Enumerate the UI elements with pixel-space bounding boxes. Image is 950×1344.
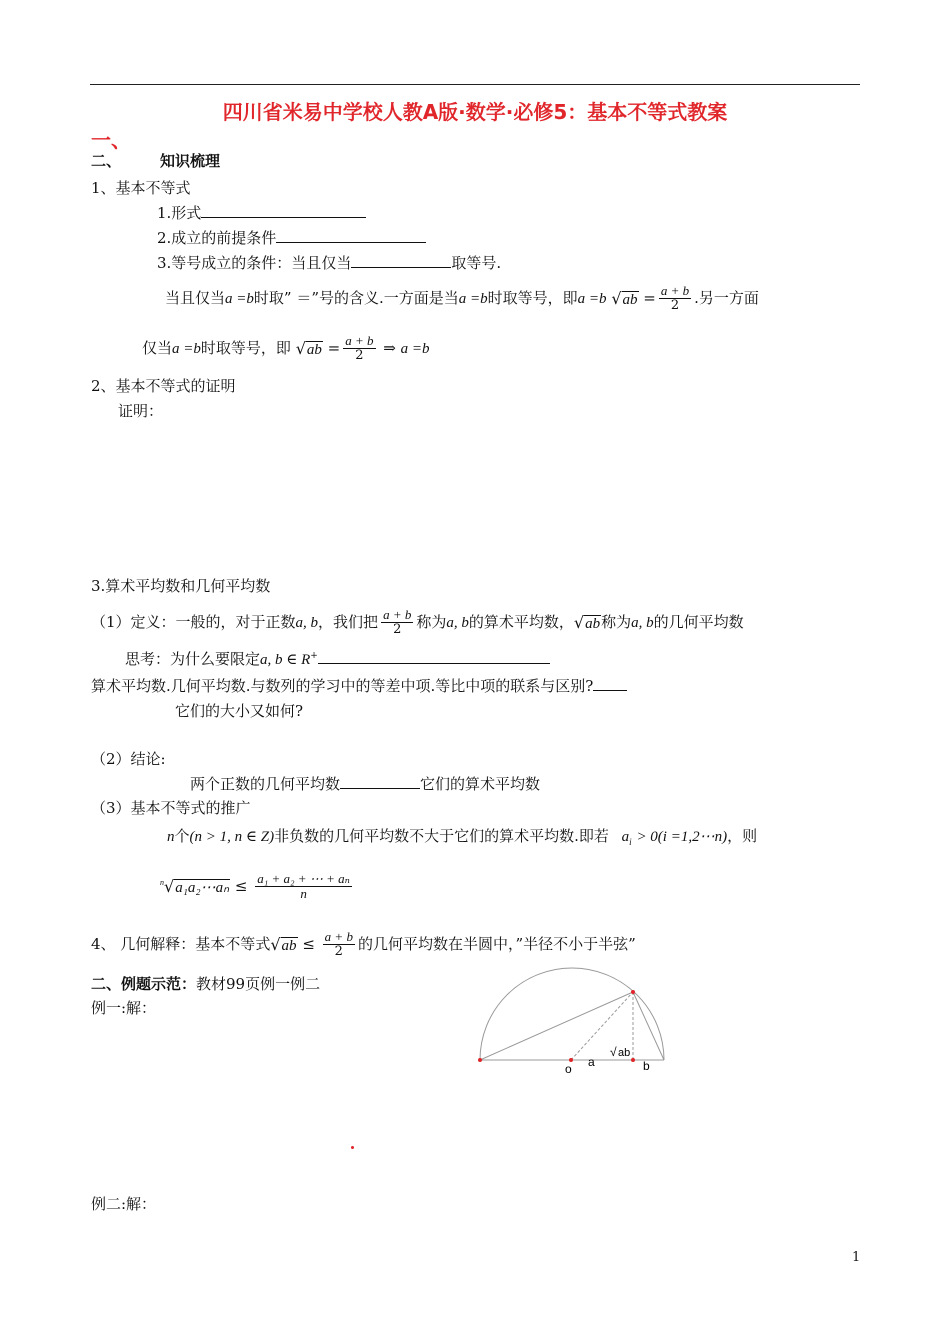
page-title: 四川省米易中学校人教A版·数学·必修5：基本不等式教案	[222, 100, 728, 124]
think-line-2: 算术平均数.几何平均数.与数列的学习中的等差中项.等比中项的联系与区别?	[91, 675, 627, 696]
item-3-heading: 3.算术平均数和几何平均数	[91, 577, 271, 595]
generalization-formula: $^n$√a₁a₂⋯aₙ ≤ $\frac{\text{a₁ + a₂ + ⋯ + aₙ}}{n}$	[160, 871, 350, 902]
chord-right	[633, 992, 664, 1060]
equality-line-2: 仅当a =b时取等号，即 √ab = $\frac{a + b}{2}$ ⇒ a =b	[142, 333, 430, 364]
item-1-2: 2.成立的前提条件	[157, 227, 426, 248]
semicircle-figure	[470, 955, 670, 1075]
radical-sign: √	[610, 1045, 617, 1059]
item-1-heading: 1、基本不等式	[91, 179, 191, 197]
conclusion-heading: （2）结论:	[91, 750, 166, 768]
point-top	[631, 990, 635, 994]
equality-line-1: 当且仅当a =b时取” ＝”号的含义.一方面是当a =b时取等号，即a =b √ab = $\frac{a + b}{2}$ .另一方面	[165, 283, 759, 314]
item-4-line: 4、 几何解释：基本不等式√ab ≤ $\frac{a + b}{2}$ 的几何平均数在半圆中，”半径不小于半弦”	[91, 929, 636, 960]
section-two-title: 知识梳理	[160, 152, 221, 170]
item-1-3: 3.等号成立的条件：当且仅当 取等号.	[157, 254, 502, 272]
examples-heading: 二、例题示范：教材99页例一例二	[91, 975, 321, 993]
proof-label: 证明：	[118, 402, 164, 420]
example-2: 例二:解：	[91, 1195, 157, 1213]
label-b: b	[643, 1059, 650, 1073]
think-line-1: 思考：为什么要限定a, b ∈ R+	[125, 648, 550, 669]
page-number: 1	[852, 1250, 861, 1265]
item-1-1: 1.形式	[157, 202, 366, 223]
header-rule	[90, 84, 860, 85]
semicircle-arc	[480, 968, 664, 1060]
section-two-number: 二、	[91, 152, 122, 170]
generalization-heading: （3）基本不等式的推广	[91, 799, 251, 817]
point-foot	[631, 1058, 635, 1062]
definition-line: （1）定义：一般的，对于正数a, b，我们把 $\frac{a + b}{2}$ 称为a, b的算术平均数，√ab称为a, b的几何平均数	[91, 607, 744, 638]
heading-one: 一、	[91, 128, 131, 152]
example-1: 例一:解：	[91, 999, 157, 1017]
think-line-3: 它们的大小又如何?	[175, 702, 304, 720]
conclusion-line: 两个正数的几何平均数 它们的算术平均数	[190, 775, 541, 793]
stray-mark	[351, 1146, 354, 1149]
label-sqrt-ab: ab	[618, 1047, 631, 1059]
label-a: a	[588, 1055, 595, 1069]
item-2-heading: 2、基本不等式的证明	[91, 377, 236, 395]
generalization-line: n个(n > 1, n ∈ Z)非负数的几何平均数不大于它们的算术平均数.即若 $a_i > 0(i$ =1,2⋯n)，则	[167, 827, 758, 847]
point-left	[478, 1058, 482, 1062]
label-o: o	[565, 1062, 572, 1075]
